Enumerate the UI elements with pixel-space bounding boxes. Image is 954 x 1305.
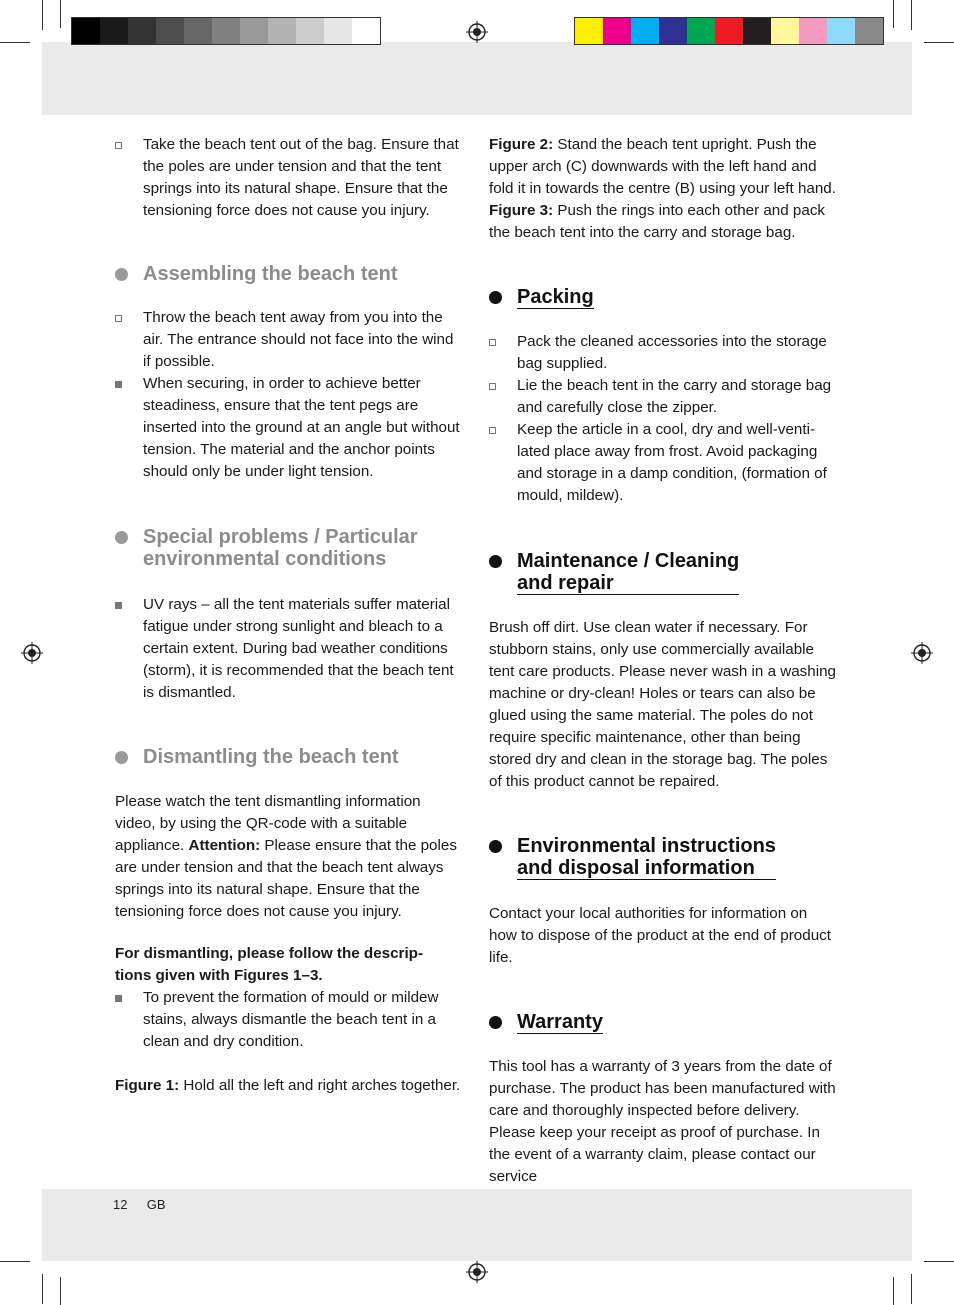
header-band	[42, 42, 912, 115]
environment-paragraph: Contact your local authorities for information on how to dispose of the product at the end of product life.	[489, 905, 831, 966]
crop-mark	[911, 1274, 912, 1304]
color-swatch	[575, 18, 603, 44]
section-heading-dismantling: Dismantling the beach tent	[115, 746, 465, 768]
registration-mark-icon	[466, 21, 488, 43]
crop-mark	[0, 42, 30, 43]
list-item: When securing, in order to achieve better steadiness, ensure that the tent pegs are inserted into the ground at an angle but without tension. The material and the anchor points should only be under light tension.	[115, 373, 465, 483]
list-item: Keep the article in a cool, dry and well-ventilated place away from frost. Avoid packaging and storage in a damp condition, (formation of mould, mildew).	[489, 419, 839, 507]
square-bullet-icon	[115, 995, 122, 1002]
crop-mark	[42, 0, 43, 30]
section-heading-maintenance: Maintenance / Cleaning and repair	[489, 550, 839, 595]
checkbox-bullet-icon	[115, 142, 122, 149]
language-code: GB	[146, 1197, 166, 1212]
list-item: To prevent the formation of mould or mildew stains, always dismantle the beach tent in a clean and dry condition.	[115, 987, 465, 1053]
dismantling-list	[115, 987, 465, 1053]
color-swatch	[268, 18, 296, 44]
checkbox-bullet-icon	[115, 315, 122, 322]
crop-mark	[893, 0, 894, 28]
special-list	[115, 594, 465, 704]
crop-mark	[42, 1274, 43, 1304]
color-swatch	[156, 18, 184, 44]
color-swatch	[296, 18, 324, 44]
bullet-dot-icon	[489, 840, 502, 853]
checkbox-bullet-icon	[489, 383, 496, 390]
color-swatch	[687, 18, 715, 44]
section-heading-warranty: Warranty	[489, 1011, 839, 1034]
warranty-paragraph: This tool has a warranty of 3 years from the date of purchase. The product has been manufactured with care and thoroughly inspected before delivery. Please keep your receipt as proof of purchase. In the event of a warranty claim, please contact our service	[489, 1058, 836, 1185]
color-swatch	[240, 18, 268, 44]
crop-mark	[0, 1261, 30, 1262]
checkbox-bullet-icon	[489, 427, 496, 434]
assembling-list	[115, 307, 465, 483]
color-swatch	[100, 18, 128, 44]
dismantling-follow-note: For dismantling, please follow the descrip- tions given with Figures 1–3.	[115, 945, 424, 984]
color-swatch	[827, 18, 855, 44]
color-swatch	[324, 18, 352, 44]
list-item: Pack the cleaned accessories into the storage bag supplied.	[489, 331, 839, 375]
color-swatch	[352, 18, 380, 44]
footer-band	[42, 1189, 912, 1261]
figure-2-text: Figure 2: Stand the beach tent upright. Push the upper arch (C) downwards with the left hand and fold it in towards the centre (B) using your left hand. Figure 3: Push the rings into each other and pack the beach tent into the carry and storage bag.	[489, 136, 836, 241]
section-heading-special-problems: Special problems / Particular environmental conditions	[115, 526, 465, 570]
color-swatch	[72, 18, 100, 44]
registration-mark-icon	[21, 642, 43, 664]
crop-mark	[924, 42, 954, 43]
color-swatch	[799, 18, 827, 44]
crop-mark	[60, 1277, 61, 1305]
square-bullet-icon	[115, 602, 122, 609]
page-footer	[113, 1197, 166, 1212]
list-item: Take the beach tent out of the bag. Ensure that the poles are under tension and that the tent springs into its natural shape. Ensure that the tensioning force does not cause you injury.	[115, 134, 465, 222]
crop-mark	[924, 1261, 954, 1262]
bullet-dot-icon	[115, 751, 128, 764]
color-swatch	[128, 18, 156, 44]
crop-mark	[60, 0, 61, 28]
color-swatch	[715, 18, 743, 44]
bullet-dot-icon	[115, 268, 128, 281]
bullet-dot-icon	[115, 531, 128, 544]
checkbox-bullet-icon	[489, 339, 496, 346]
color-swatch	[212, 18, 240, 44]
maintenance-paragraph: Brush off dirt. Use clean water if necessary. For stubborn stains, only use commercially available tent care products. Please never wash in a washing machine or dry-clean! Holes or tears can also be glued using the same material. The poles do not require specific maintenance, other than being stored dry and clean in the storage bag. The poles of this product cannot be repaired.	[489, 619, 836, 790]
intro-list	[115, 134, 465, 222]
color-swatch	[771, 18, 799, 44]
color-swatch	[855, 18, 883, 44]
page-number: 12	[113, 1197, 128, 1212]
list-item: Throw the beach tent away from you into the air. The entrance should not face into the wind if possible.	[115, 307, 465, 373]
color-swatch	[659, 18, 687, 44]
bullet-dot-icon	[489, 1016, 502, 1029]
packing-list	[489, 331, 839, 507]
color-swatch	[184, 18, 212, 44]
list-item: Lie the beach tent in the carry and storage bag and carefully close the zipper.	[489, 375, 839, 419]
process-color-bar	[574, 17, 884, 45]
list-item: UV rays – all the tent materials suffer material fatigue under strong sunlight and bleach to a certain extent. During bad weather conditions (storm), it is recommended that the beach tent is dismantled.	[115, 594, 465, 704]
grayscale-color-bar	[71, 17, 381, 45]
section-heading-packing: Packing	[489, 286, 839, 309]
figure-1-text: Figure 1: Hold all the left and right arches together.	[115, 1077, 461, 1094]
color-swatch	[603, 18, 631, 44]
right-column	[489, 134, 839, 1188]
bullet-dot-icon	[489, 291, 502, 304]
color-swatch	[631, 18, 659, 44]
registration-mark-icon	[911, 642, 933, 664]
dismantling-paragraph: Please watch the tent dismantling information video, by using the QR-code with a suitable appliance. Attention: Please ensure that the poles are under tension and that the beach tent always springs into its natural shape. Ensure that the tensioning force does not cause you injury.	[115, 793, 457, 920]
crop-mark	[911, 0, 912, 30]
color-swatch	[743, 18, 771, 44]
bullet-dot-icon	[489, 555, 502, 568]
registration-mark-icon	[466, 1261, 488, 1283]
crop-mark	[893, 1277, 894, 1305]
section-heading-environment: Environmental instructions and disposal information	[489, 835, 839, 880]
left-column	[115, 134, 465, 1097]
section-heading-assembling: Assembling the beach tent	[115, 263, 465, 285]
square-bullet-icon	[115, 381, 122, 388]
